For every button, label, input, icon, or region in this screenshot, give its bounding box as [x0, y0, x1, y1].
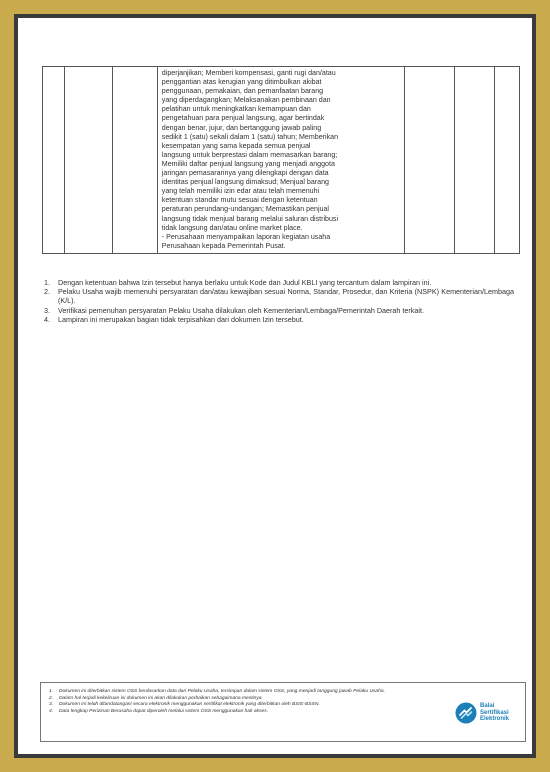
document-page — [18, 18, 532, 754]
requirements-line: langsung tidak menjual barang melalui saluran distribusi — [161, 214, 339, 223]
requirements-line: jaringan pemasarannya yang dilengkapi dengan data — [161, 169, 329, 178]
logo-line-3: Elektronik — [480, 716, 510, 723]
list-item — [44, 306, 514, 315]
cell-kbli — [64, 67, 112, 254]
footer-note-text: Dokumen ini telah ditandatangani secara elektronik menggunakan sertifikat elektronik yang diterbitkan oleh BSrE-BSSN. — [59, 702, 320, 708]
footer-note-number: 2. — [49, 695, 54, 701]
footer-note-number: 1. — [49, 689, 54, 694]
list-item — [49, 689, 429, 696]
list-item — [44, 278, 514, 287]
note-number: 3. — [44, 305, 50, 315]
requirements-line: yang diperdagangkan; Melaksanakan pembinaan dan — [161, 96, 331, 105]
requirements-line: peraturan perundang-undangan; Memastikan penjual — [161, 205, 330, 214]
requirements-line: dengan benar, jujur, dan bertanggung jawab paling — [161, 123, 322, 132]
requirements-line: pelatihan untuk meningkatkan kemampuan dan — [161, 105, 311, 114]
requirements-line: penggantian atas kerugian yang ditimbulkan akibat — [161, 78, 322, 87]
cell-date — [455, 67, 495, 254]
bsre-logo-icon — [455, 702, 477, 724]
requirements-line: Perusahaan kepada Pemerintah Pusat. — [161, 241, 286, 250]
requirements-line: penggunaan, pemakaian, dan pemanfaatan barang — [161, 87, 324, 96]
footer-note-text: Dokumen ini diterbitkan sistem OSS berdasarkan data dari Pelaku Usaha, tersimpan dalam sistem OSS, yang menjadi tanggung jawab Pelaku Usaha. — [59, 689, 385, 694]
footer-box — [40, 682, 526, 742]
requirements-line: langsung untuk berprestasi dalam memasarkan barang; — [161, 150, 338, 159]
requirements-line: diperjanjikan; Memberi kompensasi, ganti rugi dan/atau — [161, 69, 336, 77]
requirements-line: yang telah memiliki izin edar atau telah memenuhi — [161, 187, 320, 196]
footer-note-number: 3. — [49, 702, 54, 708]
cell-requirements — [157, 67, 404, 254]
requirements-line: pengetahuan para penjual langsung, agar bertindak — [161, 114, 325, 123]
cell-extra — [495, 67, 520, 254]
cell-no — [43, 67, 65, 254]
footer-note-text: Data lengkap Perizinan Berusaha dapat diperoleh melalui sistem OSS menggunakan hak akses. — [59, 709, 269, 715]
list-item — [49, 709, 429, 716]
requirements-line: kesempatan yang sama kepada semua penjual — [161, 141, 311, 150]
logo-line-1: Balai — [480, 703, 495, 710]
bsre-logo-text — [480, 703, 509, 723]
requirements-line: ketentuan standar mutu sesuai dengan ketentuan — [161, 196, 318, 205]
note-number: 4. — [44, 314, 50, 324]
note-text: Dengan ketentuan bahwa Izin tersebut hanya berlaku untuk Kode dan Judul KBLI yang tercantum dalam lampiran ini. — [58, 278, 432, 287]
notes-list — [44, 278, 514, 324]
requirements-line: sedikit 1 (satu) sekali dalam 1 (satu) tahun; Memberikan — [161, 132, 339, 141]
footer-note-number: 4. — [49, 709, 54, 715]
continuation-table — [42, 66, 520, 254]
note-text: Pelaku Usaha wajib memenuhi persyaratan dan/atau kewajiban sesuai Norma, Standar, Prosedur, dan Kriteria (NSPK) Kementerian/Lembaga (K/L). — [58, 287, 514, 306]
bsre-logo — [455, 699, 523, 727]
table-row — [43, 67, 520, 254]
requirements-line: Memiliki daftar penjual langsung yang menjadi anggota — [161, 159, 335, 168]
cell-title — [112, 67, 157, 254]
requirements-line: identitas penjual langsung dimaksud; Menjual barang — [161, 178, 330, 187]
footer-notes — [49, 689, 429, 716]
note-number: 1. — [44, 278, 50, 287]
cell-status — [405, 67, 455, 254]
note-number: 2. — [44, 287, 50, 297]
list-item — [44, 287, 514, 305]
note-text: Verifikasi pemenuhan persyaratan Pelaku Usaha dilakukan oleh Kementerian/Lembaga/Pemerintah Daerah terkait. — [58, 305, 424, 315]
requirements-line: - Perusahaan menyampaikan laporan kegiatan usaha — [161, 232, 331, 241]
note-text: Lampiran ini merupakan bagian tidak terpisahkan dari dokumen Izin tersebut. — [58, 314, 304, 324]
requirements-text — [158, 67, 404, 253]
list-item — [44, 315, 514, 324]
logo-line-2: Sertifikasi — [480, 709, 509, 716]
footer-note-text: Dalam hal terjadi kekeliruan isi dokumen ini akan dilakukan perbaikan sebagaimana mestinya. — [59, 695, 263, 701]
requirements-line: tidak langsung dan/atau online market place. — [161, 223, 303, 232]
